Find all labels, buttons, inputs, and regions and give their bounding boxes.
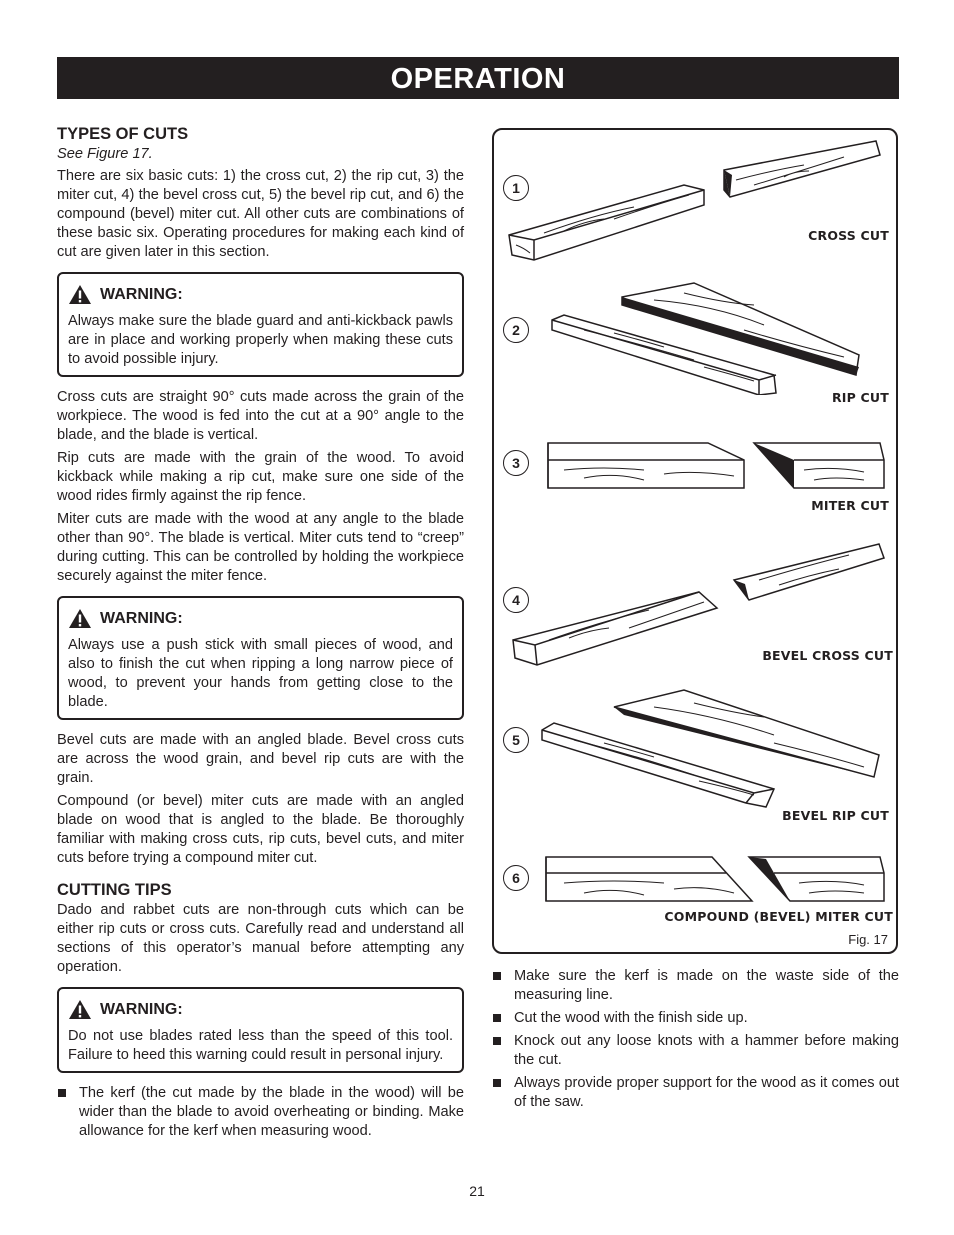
cross-cut-paragraph: Cross cuts are straight 90° cuts made across the grain of the workpiece. The wood is fed into the cut at a 90° angle to the blade, and the blade is vertical. — [57, 389, 464, 443]
bullet-square-icon — [493, 972, 501, 980]
cut-number-badge: 6 — [503, 865, 529, 891]
section-header: OPERATION — [57, 57, 899, 99]
miter-cut-paragraph: Miter cuts are made with the wood at any angle to the blade other than 90°. The blade is vertical. Miter cuts tend to “creep” during cutting. This can be controlled by holding the workpiece securely against the miter fence. — [57, 511, 464, 584]
list-item: The kerf (the cut made by the blade in the wood) will be wider than the blade to avoid overheating or binding. Make allowance for the kerf when measuring wood. — [57, 1084, 464, 1141]
warning-triangle-icon — [68, 284, 92, 305]
warning-text: Always use a push stick with small pieces of wood, and also to finish the cut when ripping a long narrow piece of wood, to prevent your hands from getting close to the blade. — [68, 637, 453, 710]
compound-cut-paragraph: Compound (or bevel) miter cuts are made with an angled blade on wood that is angled to the blade. Be thoroughly familiar with making cross cuts, rip cuts, bevel cuts, and miter cuts before trying a compound miter cut. — [57, 793, 464, 866]
cross-cut-illustration — [504, 135, 884, 265]
cut-label: COMPOUND (BEVEL) MITER CUT — [664, 909, 893, 924]
figure-caption: Fig. 17 — [848, 932, 888, 947]
right-column — [492, 967, 899, 1116]
compound-miter-cut-illustration — [544, 853, 889, 908]
cut-label: RIP CUT — [831, 390, 889, 405]
list-item: Always provide proper support for the wood as it comes out of the saw. — [492, 1074, 899, 1112]
warning-title: WARNING: — [100, 610, 183, 627]
list-item: Make sure the kerf is made on the waste side of the measuring line. — [492, 967, 899, 1005]
list-item: Cut the wood with the finish side up. — [492, 1009, 899, 1028]
warning-triangle-icon — [68, 999, 92, 1020]
figure-17 — [492, 128, 898, 954]
rip-cut-illustration — [544, 275, 864, 395]
warning-box-2 — [57, 596, 464, 720]
right-bullet-list — [492, 967, 899, 1112]
warning-title: WARNING: — [100, 1001, 183, 1018]
warning-text: Do not use blades rated less than the speed of this tool. Failure to heed this warning could result in personal injury. — [68, 1028, 453, 1063]
cut-label: CROSS CUT — [808, 228, 889, 243]
cut-number-badge: 3 — [503, 450, 529, 476]
left-column — [57, 124, 464, 1145]
page-number: 21 — [469, 1183, 485, 1199]
left-bullet-list — [57, 1084, 464, 1141]
bevel-rip-cut-illustration — [534, 685, 884, 810]
cutting-tips-heading: CUTTING TIPS — [57, 881, 172, 899]
miter-cut-illustration — [544, 440, 889, 495]
cut-label: MITER CUT — [811, 498, 889, 513]
bullet-square-icon — [58, 1089, 66, 1097]
see-figure-note: See Figure 17. — [57, 146, 153, 162]
warning-title: WARNING: — [100, 286, 183, 303]
cut-label: BEVEL CROSS CUT — [762, 648, 893, 663]
bullet-square-icon — [493, 1037, 501, 1045]
cutting-tips-text: Dado and rabbet cuts are non-through cuts which can be either rip cuts or cross cuts. Carefully read and understand all sections of this operator’s manual before attempting any operation. — [57, 902, 464, 975]
warning-triangle-icon — [68, 608, 92, 629]
bullet-square-icon — [493, 1079, 501, 1087]
cut-number-badge: 5 — [503, 727, 529, 753]
list-item: Knock out any loose knots with a hammer before making the cut. — [492, 1032, 899, 1070]
cut-number-badge: 4 — [503, 587, 529, 613]
bullet-square-icon — [493, 1014, 501, 1022]
cut-number-badge: 1 — [503, 175, 529, 201]
bevel-cut-paragraph: Bevel cuts are made with an angled blade. Bevel cross cuts are across the wood grain, and bevel rip cuts are with the grain. — [57, 732, 464, 786]
warning-box-3 — [57, 987, 464, 1073]
warning-text: Always make sure the blade guard and anti-kickback pawls are in place and working properly when making these cuts to avoid possible injury. — [68, 313, 453, 367]
rip-cut-paragraph: Rip cuts are made with the grain of the wood. To avoid kickback while making a rip cut, make sure one side of the wood rides firmly against the rip fence. — [57, 450, 464, 504]
types-intro: There are six basic cuts: 1) the cross cut, 2) the rip cut, 3) the miter cut, 4) the bevel cross cut, 5) the bevel rip cut, and 6) the compound (bevel) miter cut. All other cuts are combinations of these basic six. Operating procedures for making each kind of cut are given later in this section. — [57, 168, 464, 260]
types-of-cuts-heading: TYPES OF CUTS — [57, 125, 189, 143]
cut-label: BEVEL RIP CUT — [782, 808, 889, 823]
warning-box-1 — [57, 272, 464, 377]
cut-number-badge: 2 — [503, 317, 529, 343]
